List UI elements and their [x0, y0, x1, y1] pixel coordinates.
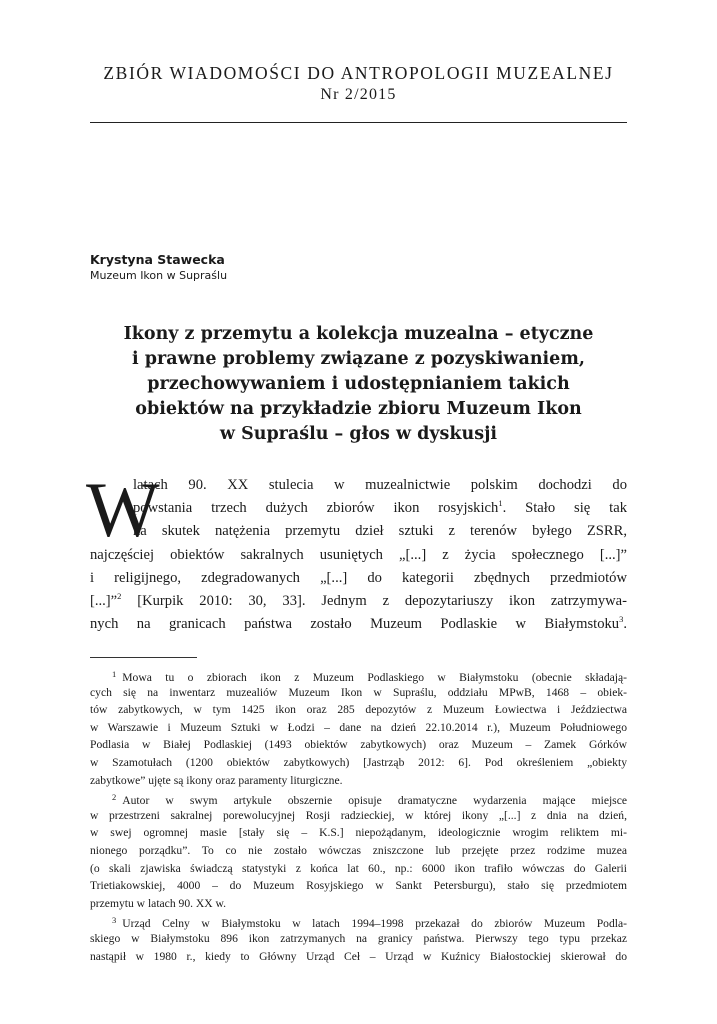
footnote-separator	[90, 657, 197, 658]
footnote-line: $^3$ Urząd Celny w Białymstoku w latach 1994–1998 przekazał do zbiorów Muzeum Podla-	[112, 915, 627, 931]
footnote-line: Trietiakowskiej, 4000 – do Muzeum Rosyjskiego w Sankt Petersburgu), stało się przedmiotem	[90, 879, 627, 893]
footnote-line: w swej ogromnej masie [stały się – K.S.] niepożądanym, ideologicznie wrogim reliktem mi-	[90, 826, 627, 840]
drop-cap: W	[86, 466, 160, 553]
title-line: obiektów na przykładzie zbioru Muzeum Ikon	[135, 399, 582, 419]
footnote-line: w Warszawie i Muzeum Sztuki w Łodzi – dane na dzień 22.10.2014 r.), Muzeum Południowego	[90, 720, 627, 734]
footnote-line: tów zabytkowych, w tym 1425 ikon oraz 285 depozytów z Muzeum Łowiectwa i Jeździectwa	[90, 703, 627, 717]
title-line: i prawne problemy związane z pozyskiwaniem,	[132, 349, 585, 369]
title-line: przechowywaniem i udostępnianiem takich	[147, 374, 570, 394]
footnote-line: w Szamotułach (1200 obiektów zabytkowych) [Jastrząb 2012: 6]. Pod określeniem „obiekty	[90, 755, 627, 769]
header-rule	[90, 122, 627, 123]
footnote-line: przemytu w latach 90. XX w.	[90, 896, 227, 910]
footnote-line: w przestrzeni sakralnej porewolucyjnej Rosji radzieckiej, w której ikony „[...] z dnia na dzień,	[90, 808, 627, 822]
author-affiliation: Muzeum Ikon w Supraślu	[90, 269, 228, 282]
footnote-line: nastąpił w 1980 r., kiedy to Główny Urząd Ceł – Urząd w Kuźnicy Białostockiej skierował do	[90, 949, 627, 963]
footnote-number: 3	[112, 915, 117, 926]
footnote-number: 2	[112, 792, 117, 803]
body-line: [...]”$^2$ [Kurpik 2010: 30, 33]. Jednym z depozytariuszy ikon zatrzymywa-	[90, 590, 627, 609]
footnotes	[90, 666, 627, 965]
footnote-ref: 1	[498, 498, 503, 509]
issue-number: Nr 2/2015	[320, 86, 397, 103]
footnote-line: cych się na inwentarz muzealiów Muzeum Ikon w Supraślu, oddziału MPwB, 1468 – obiek-	[90, 685, 627, 699]
footnote-line: (o skali zjawiska świadczą statystyki z końca lat 60., np.: 6000 ikon trafiło wówczas do Galerii	[90, 861, 627, 875]
footnote-line: $^1$ Mowa tu o zbiorach ikon z Muzeum Podlaskiego w Białymstoku (obecnie składają-	[112, 669, 627, 684]
footnote-line: zabytkowe” ujęte są ikony oraz paramenty liturgiczne.	[90, 773, 343, 787]
title-line: w Supraślu – głos w dyskusji	[219, 424, 498, 444]
footnote-line: skiego w Białymstoku 896 ikon zatrzymanych na granicy państwa. Pierwszy tego typu przekaz	[90, 931, 627, 945]
body-line: powstania trzech dużych zbiorów ikon rosyjskich$^1$. Stało się tak	[133, 498, 627, 517]
footnote-ref: 3	[619, 614, 624, 625]
body-line: latach 90. XX stulecia w muzealnictwie polskim dochodzi do	[133, 477, 627, 493]
footnote-line: Podlasia w Białej Podlaskiej (1493 obiektów zabytkowych) oraz Muzeum – Zamek Górków	[90, 738, 627, 752]
article-title	[90, 322, 627, 447]
body-line: nych na granicach państwa zostało Muzeum Podlaskie w Białymstoku$^3$.	[90, 614, 627, 633]
journal-title: ZBIÓR WIADOMOŚCI DO ANTROPOLOGII MUZEALNEJ	[103, 63, 614, 83]
footnote-line: nionego porządku”. To co nie zostało wówczas zniszczone lub przejęte przez rodzime muzea	[90, 843, 627, 857]
title-line: Ikony z przemytu a kolekcja muzealna – etyczne	[123, 324, 594, 344]
footnote-line: $^2$ Autor w swym artykule obszernie opisuje dramatyczne wydarzenia mające miejsce	[112, 792, 627, 808]
body-text	[90, 474, 627, 636]
body-line: najczęściej obiektów sakralnych usuniętych „[...] z życia społecznego [...]”	[90, 546, 627, 563]
body-line: i religijnego, zdegradowanych „[...] do kategorii zbędnych przedmiotów	[90, 569, 627, 586]
author-name: Krystyna Stawecka	[90, 252, 225, 267]
footnote-ref: 2	[117, 590, 122, 601]
body-line: na skutek natężenia przemytu dzieł sztuki z terenów byłego ZSRR,	[133, 523, 627, 540]
footnote-number: 1	[112, 669, 117, 679]
running-header	[90, 62, 627, 106]
